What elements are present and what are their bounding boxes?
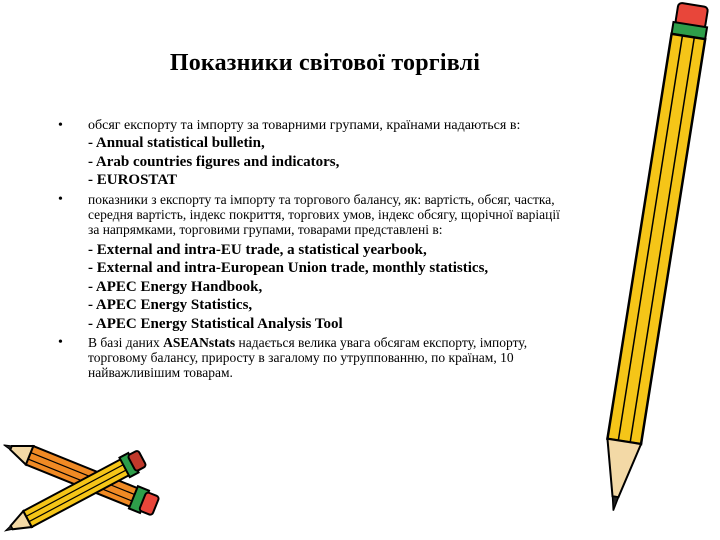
bullet-text-line: за напрямками, торговими групами, товарами представлені в: [88, 221, 443, 237]
bullet-marker: • [58, 118, 63, 133]
source-item: - External and intra-EU trade, a statistical yearbook, [88, 241, 427, 258]
source-item: - Arab countries figures and indicators, [88, 153, 340, 170]
database-name: ASEANstats [163, 335, 236, 350]
source-item: - EUROSTAT [88, 172, 178, 188]
bullet-item-2 [58, 192, 658, 334]
bullet-text-line: найважливішим товарам. [88, 365, 233, 380]
bullet-item-1 [58, 118, 658, 190]
bullet-text-line: середня вартість, індекс покриття, торгових умов, індекс обсягу, щорічної варіації [88, 206, 560, 222]
bullet-text-line [88, 335, 658, 350]
bullet-marker: • [58, 191, 63, 207]
bullet-marker: • [58, 335, 63, 350]
pencils-icon-bottom-left [0, 430, 170, 540]
page-title: Показники світової торгівлі [169, 50, 481, 76]
bullet-text-line: торговому балансу, приросту в загалому по утруппованню, по країнам, 10 [88, 350, 514, 365]
source-item: - APEC Energy Statistical Analysis Tool [88, 315, 343, 332]
source-item: - External and intra-European Union trade, monthly statistics, [88, 260, 489, 276]
source-item: - APEC Energy Handbook, [88, 278, 263, 295]
rest-text: надається велика увага обсягам експорту, імпорту, [235, 335, 528, 350]
bullet-item-3 [58, 335, 658, 380]
lead-text: В базі даних [88, 335, 164, 350]
source-item: - Annual statistical bulletin, [88, 135, 265, 151]
slide-content [58, 118, 658, 380]
source-item: - APEC Energy Statistics, [88, 297, 253, 313]
bullet-text-line: показники з експорту та імпорту та торгового балансу, як: вартість, обсяг, частка, [88, 191, 555, 207]
bullet-text: обсяг експорту та імпорту за товарними групами, країнами надаються в: [88, 118, 521, 133]
pencil-icon-right [590, 0, 720, 530]
pencil-icon-bottom-left-red [0, 434, 160, 518]
